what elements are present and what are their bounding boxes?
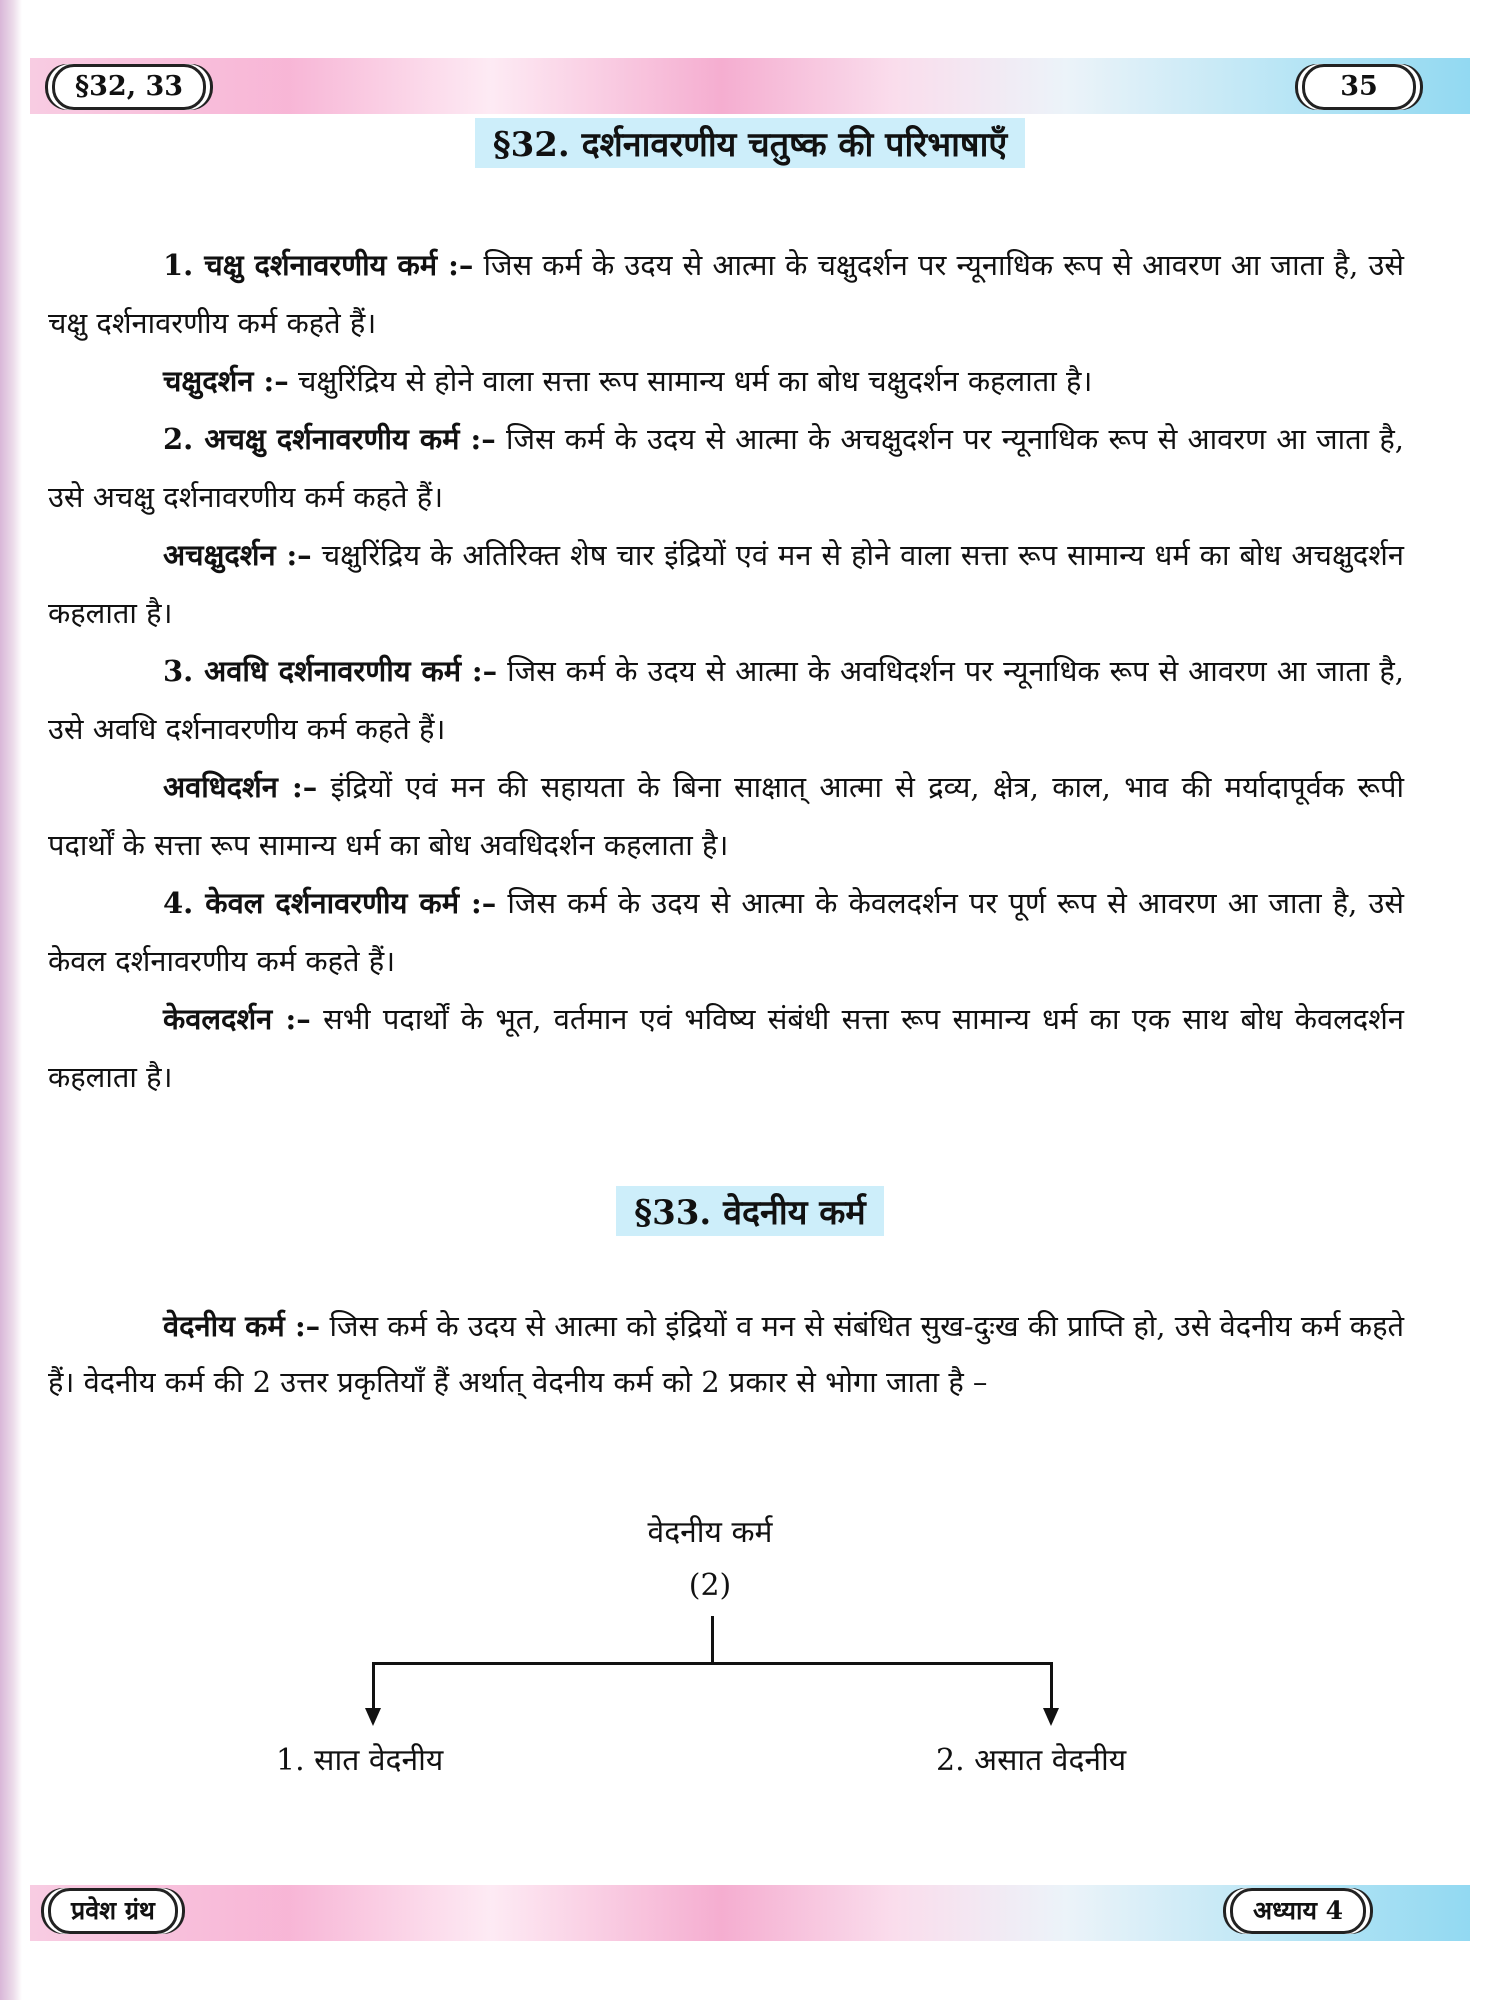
paragraph xyxy=(48,410,1404,526)
term: केवलदर्शन :– xyxy=(163,1002,311,1036)
section-32-body xyxy=(48,236,1404,1106)
paragraph xyxy=(48,990,1404,1106)
definition: जिस कर्म के उदय से आत्मा के अचक्षुदर्शन पर न्यूनाधिक रूप से आवरण आ जाता है, उसे अचक्षु दर्शनावरणीय कर्म कहते हैं। xyxy=(48,422,1404,514)
section-33-heading-text: §33. वेदनीय कर्म xyxy=(616,1186,883,1236)
book-name-badge: प्रवेश ग्रंथ xyxy=(48,1888,178,1934)
section-33-heading xyxy=(0,1186,1500,1236)
tree-left-branch xyxy=(372,1662,375,1714)
section-33-intro xyxy=(48,1298,1404,1410)
term: 4. केवल दर्शनावरणीय कर्म :– xyxy=(163,886,497,920)
section-32-heading-text: §32. दर्शनावरणीय चतुष्क की परिभाषाएँ xyxy=(475,118,1025,168)
section-32-heading xyxy=(0,118,1500,168)
tree-right-node: 2. असात वेदनीय xyxy=(936,1743,1127,1778)
definition: सभी पदार्थों के भूत, वर्तमान एवं भविष्य संबंधी सत्ता रूप सामान्य धर्म का एक साथ बोध केवलदर्शन कहलाता है। xyxy=(48,1002,1404,1094)
definition: जिस कर्म के उदय से आत्मा को इंद्रियों व मन से संबंधित सुख-दुःख की प्राप्ति हो, उसे वेदनीय कर्म कहते हैं। वेदनीय कर्म की 2 उत्तर प्रकृतियाँ हैं अर्थात् वेदनीय कर्म को 2 प्रकार से भोगा जाता है – xyxy=(48,1309,1404,1399)
paragraph xyxy=(48,236,1404,352)
term: चक्षुदर्शन :– xyxy=(163,364,289,398)
arrow-down-icon xyxy=(365,1708,381,1726)
definition: जिस कर्म के उदय से आत्मा के चक्षुदर्शन पर न्यूनाधिक रूप से आवरण आ जाता है, उसे चक्षु दर्शनावरणीय कर्म कहते हैं। xyxy=(48,248,1404,340)
tree-count: (2) xyxy=(688,1568,732,1603)
page-edge xyxy=(0,0,22,2000)
chapter-badge: अध्याय 4 xyxy=(1230,1888,1366,1934)
definition: जिस कर्म के उदय से आत्मा के केवलदर्शन पर पूर्ण रूप से आवरण आ जाता है, उसे केवल दर्शनावरणीय कर्म कहते हैं। xyxy=(48,886,1404,978)
paragraph xyxy=(48,874,1404,990)
tree-stem xyxy=(711,1616,714,1664)
term: 1. चक्षु दर्शनावरणीय कर्म :– xyxy=(163,248,474,282)
tree-right-branch xyxy=(1050,1662,1053,1714)
definition: इंद्रियों एवं मन की सहायता के बिना साक्षात् आत्मा से द्रव्य, क्षेत्र, काल, भाव की मर्यादापूर्वक रूपी पदार्थों के सत्ता रूप सामान्य धर्म का बोध अवधिदर्शन कहलाता है। xyxy=(48,770,1404,862)
page-number-badge: 35 xyxy=(1302,64,1416,110)
term: अचक्षुदर्शन :– xyxy=(163,538,312,572)
tree-root: वेदनीय कर्म xyxy=(647,1515,773,1550)
term: 2. अचक्षु दर्शनावरणीय कर्म :– xyxy=(163,422,496,456)
paragraph xyxy=(48,352,1404,410)
definition: चक्षुरिंद्रिय के अतिरिक्त शेष चार इंद्रियों एवं मन से होने वाला सत्ता रूप सामान्य धर्म का बोध अचक्षुदर्शन कहलाता है। xyxy=(48,538,1404,630)
definition: चक्षुरिंद्रिय से होने वाला सत्ता रूप सामान्य धर्म का बोध चक्षुदर्शन कहलाता है। xyxy=(288,364,1093,398)
paragraph xyxy=(48,642,1404,758)
paragraph xyxy=(48,758,1404,874)
section-ref-badge: §32, 33 xyxy=(52,64,206,110)
tree-left-node: 1. सात वेदनीय xyxy=(276,1743,444,1778)
definition: जिस कर्म के उदय से आत्मा के अवधिदर्शन पर न्यूनाधिक रूप से आवरण आ जाता है, उसे अवधि दर्शनावरणीय कर्म कहते हैं। xyxy=(48,654,1404,746)
header-band xyxy=(30,58,1470,114)
arrow-down-icon xyxy=(1043,1708,1059,1726)
term: वेदनीय कर्म :– xyxy=(163,1309,321,1343)
tree-crossbar xyxy=(372,1662,1053,1665)
term: 3. अवधि दर्शनावरणीय कर्म :– xyxy=(163,654,498,688)
term: अवधिदर्शन :– xyxy=(163,770,318,804)
paragraph xyxy=(48,526,1404,642)
